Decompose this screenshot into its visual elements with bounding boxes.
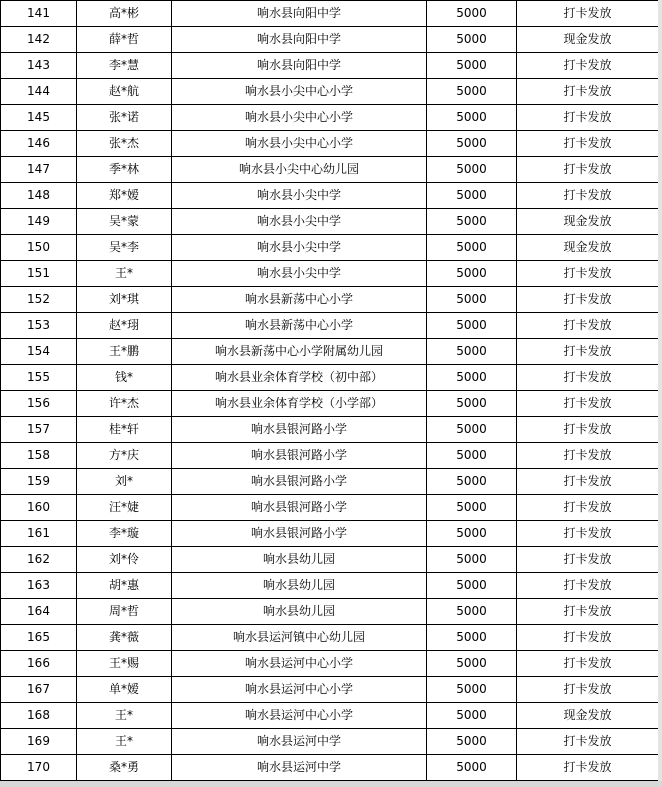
table-row <box>1 183 659 209</box>
table-row <box>1 313 659 339</box>
payment-method-cell: 打卡发放 <box>517 547 659 573</box>
payment-method-cell: 打卡发放 <box>517 287 659 313</box>
amount-cell: 5000 <box>427 573 517 599</box>
amount-cell: 5000 <box>427 729 517 755</box>
payment-method-cell: 打卡发放 <box>517 261 659 287</box>
payment-method-cell: 打卡发放 <box>517 651 659 677</box>
payment-method-cell: 打卡发放 <box>517 157 659 183</box>
payment-method-cell: 打卡发放 <box>517 469 659 495</box>
amount-cell: 5000 <box>427 495 517 521</box>
name-cell: 李*璇 <box>77 521 172 547</box>
payment-method-cell: 打卡发放 <box>517 599 659 625</box>
table-row <box>1 729 659 755</box>
amount-cell: 5000 <box>427 105 517 131</box>
row-number-cell: 162 <box>1 547 77 573</box>
amount-cell: 5000 <box>427 131 517 157</box>
school-cell: 响水县小尖中学 <box>172 235 427 261</box>
row-number-cell: 168 <box>1 703 77 729</box>
school-cell: 响水县银河路小学 <box>172 469 427 495</box>
payment-method-cell: 打卡发放 <box>517 339 659 365</box>
row-number-cell: 145 <box>1 105 77 131</box>
school-cell: 响水县小尖中学 <box>172 261 427 287</box>
bottom-edge <box>0 781 662 787</box>
amount-cell: 5000 <box>427 599 517 625</box>
payment-method-cell: 现金发放 <box>517 27 659 53</box>
payment-method-cell: 打卡发放 <box>517 183 659 209</box>
name-cell: 周*哲 <box>77 599 172 625</box>
name-cell: 高*彬 <box>77 1 172 27</box>
row-number-cell: 152 <box>1 287 77 313</box>
table-row <box>1 599 659 625</box>
payment-method-cell: 打卡发放 <box>517 365 659 391</box>
school-cell: 响水县银河路小学 <box>172 443 427 469</box>
row-number-cell: 143 <box>1 53 77 79</box>
school-cell: 响水县小尖中心小学 <box>172 105 427 131</box>
payment-method-cell: 打卡发放 <box>517 1 659 27</box>
school-cell: 响水县向阳中学 <box>172 1 427 27</box>
table-row <box>1 495 659 521</box>
name-cell: 张*诺 <box>77 105 172 131</box>
amount-cell: 5000 <box>427 677 517 703</box>
table-row <box>1 27 659 53</box>
school-cell: 响水县幼儿园 <box>172 599 427 625</box>
scrollbar-edge <box>658 0 662 787</box>
payment-method-cell: 打卡发放 <box>517 417 659 443</box>
amount-cell: 5000 <box>427 651 517 677</box>
row-number-cell: 155 <box>1 365 77 391</box>
name-cell: 刘* <box>77 469 172 495</box>
row-number-cell: 158 <box>1 443 77 469</box>
name-cell: 方*庆 <box>77 443 172 469</box>
amount-cell: 5000 <box>427 27 517 53</box>
school-cell: 响水县业余体育学校（初中部） <box>172 365 427 391</box>
amount-cell: 5000 <box>427 547 517 573</box>
school-cell: 响水县银河路小学 <box>172 521 427 547</box>
school-cell: 响水县新荡中心小学 <box>172 287 427 313</box>
name-cell: 龚*薇 <box>77 625 172 651</box>
row-number-cell: 166 <box>1 651 77 677</box>
school-cell: 响水县运河中学 <box>172 755 427 781</box>
payment-method-cell: 打卡发放 <box>517 625 659 651</box>
name-cell: 吴*李 <box>77 235 172 261</box>
table-row <box>1 677 659 703</box>
table-row <box>1 131 659 157</box>
amount-cell: 5000 <box>427 1 517 27</box>
school-cell: 响水县运河中学 <box>172 729 427 755</box>
school-cell: 响水县小尖中心幼儿园 <box>172 157 427 183</box>
row-number-cell: 167 <box>1 677 77 703</box>
payment-method-cell: 打卡发放 <box>517 677 659 703</box>
table-row <box>1 625 659 651</box>
row-number-cell: 165 <box>1 625 77 651</box>
table-row <box>1 235 659 261</box>
payment-method-cell: 打卡发放 <box>517 755 659 781</box>
row-number-cell: 157 <box>1 417 77 443</box>
name-cell: 王*鹏 <box>77 339 172 365</box>
amount-cell: 5000 <box>427 261 517 287</box>
row-number-cell: 146 <box>1 131 77 157</box>
table-body <box>1 1 659 781</box>
row-number-cell: 142 <box>1 27 77 53</box>
payment-method-cell: 打卡发放 <box>517 495 659 521</box>
amount-cell: 5000 <box>427 391 517 417</box>
name-cell: 王* <box>77 261 172 287</box>
name-cell: 李*慧 <box>77 53 172 79</box>
school-cell: 响水县银河路小学 <box>172 495 427 521</box>
name-cell: 许*杰 <box>77 391 172 417</box>
amount-cell: 5000 <box>427 755 517 781</box>
table-row <box>1 573 659 599</box>
row-number-cell: 159 <box>1 469 77 495</box>
school-cell: 响水县小尖中学 <box>172 183 427 209</box>
row-number-cell: 154 <box>1 339 77 365</box>
name-cell: 刘*琪 <box>77 287 172 313</box>
row-number-cell: 144 <box>1 79 77 105</box>
payment-method-cell: 打卡发放 <box>517 391 659 417</box>
school-cell: 响水县幼儿园 <box>172 547 427 573</box>
school-cell: 响水县新荡中心小学附属幼儿园 <box>172 339 427 365</box>
table-row <box>1 547 659 573</box>
row-number-cell: 156 <box>1 391 77 417</box>
name-cell: 汪*婕 <box>77 495 172 521</box>
name-cell: 单*嫒 <box>77 677 172 703</box>
table-row <box>1 651 659 677</box>
payment-method-cell: 打卡发放 <box>517 313 659 339</box>
amount-cell: 5000 <box>427 79 517 105</box>
name-cell: 郑*嫒 <box>77 183 172 209</box>
payment-method-cell: 现金发放 <box>517 235 659 261</box>
row-number-cell: 169 <box>1 729 77 755</box>
table-row <box>1 287 659 313</box>
school-cell: 响水县小尖中学 <box>172 209 427 235</box>
payment-method-cell: 打卡发放 <box>517 131 659 157</box>
amount-cell: 5000 <box>427 235 517 261</box>
school-cell: 响水县向阳中学 <box>172 53 427 79</box>
payment-method-cell: 打卡发放 <box>517 79 659 105</box>
table-row <box>1 1 659 27</box>
table-row <box>1 339 659 365</box>
school-cell: 响水县业余体育学校（小学部） <box>172 391 427 417</box>
payment-method-cell: 打卡发放 <box>517 521 659 547</box>
school-cell: 响水县运河中心小学 <box>172 677 427 703</box>
row-number-cell: 149 <box>1 209 77 235</box>
amount-cell: 5000 <box>427 365 517 391</box>
row-number-cell: 141 <box>1 1 77 27</box>
name-cell: 吴*蒙 <box>77 209 172 235</box>
row-number-cell: 161 <box>1 521 77 547</box>
school-cell: 响水县运河镇中心幼儿园 <box>172 625 427 651</box>
school-cell: 响水县幼儿园 <box>172 573 427 599</box>
payment-method-cell: 打卡发放 <box>517 443 659 469</box>
name-cell: 王*赐 <box>77 651 172 677</box>
payment-method-cell: 打卡发放 <box>517 573 659 599</box>
table-row <box>1 417 659 443</box>
school-cell: 响水县新荡中心小学 <box>172 313 427 339</box>
payment-method-cell: 打卡发放 <box>517 105 659 131</box>
row-number-cell: 147 <box>1 157 77 183</box>
table-row <box>1 391 659 417</box>
name-cell: 王* <box>77 703 172 729</box>
table-row <box>1 79 659 105</box>
row-number-cell: 151 <box>1 261 77 287</box>
row-number-cell: 148 <box>1 183 77 209</box>
amount-cell: 5000 <box>427 625 517 651</box>
name-cell: 刘*伶 <box>77 547 172 573</box>
name-cell: 季*林 <box>77 157 172 183</box>
amount-cell: 5000 <box>427 417 517 443</box>
name-cell: 张*杰 <box>77 131 172 157</box>
row-number-cell: 164 <box>1 599 77 625</box>
table-row <box>1 53 659 79</box>
amount-cell: 5000 <box>427 287 517 313</box>
table-row <box>1 521 659 547</box>
amount-cell: 5000 <box>427 313 517 339</box>
row-number-cell: 160 <box>1 495 77 521</box>
school-cell: 响水县运河中心小学 <box>172 651 427 677</box>
name-cell: 钱* <box>77 365 172 391</box>
table-row <box>1 157 659 183</box>
table-row <box>1 755 659 781</box>
school-cell: 响水县运河中心小学 <box>172 703 427 729</box>
amount-cell: 5000 <box>427 209 517 235</box>
row-number-cell: 170 <box>1 755 77 781</box>
name-cell: 桂*轩 <box>77 417 172 443</box>
amount-cell: 5000 <box>427 469 517 495</box>
table-row <box>1 703 659 729</box>
payment-method-cell: 打卡发放 <box>517 53 659 79</box>
amount-cell: 5000 <box>427 443 517 469</box>
row-number-cell: 163 <box>1 573 77 599</box>
table-row <box>1 261 659 287</box>
school-cell: 响水县向阳中学 <box>172 27 427 53</box>
payment-method-cell: 现金发放 <box>517 703 659 729</box>
payment-method-cell: 现金发放 <box>517 209 659 235</box>
school-cell: 响水县银河路小学 <box>172 417 427 443</box>
school-cell: 响水县小尖中心小学 <box>172 131 427 157</box>
amount-cell: 5000 <box>427 339 517 365</box>
row-number-cell: 153 <box>1 313 77 339</box>
school-cell: 响水县小尖中心小学 <box>172 79 427 105</box>
row-number-cell: 150 <box>1 235 77 261</box>
amount-cell: 5000 <box>427 157 517 183</box>
amount-cell: 5000 <box>427 183 517 209</box>
name-cell: 赵*珝 <box>77 313 172 339</box>
name-cell: 赵*航 <box>77 79 172 105</box>
name-cell: 桑*勇 <box>77 755 172 781</box>
amount-cell: 5000 <box>427 703 517 729</box>
name-cell: 王* <box>77 729 172 755</box>
payment-method-cell: 打卡发放 <box>517 729 659 755</box>
table-row <box>1 365 659 391</box>
table-row <box>1 209 659 235</box>
table-row <box>1 443 659 469</box>
name-cell: 薛*哲 <box>77 27 172 53</box>
table-row <box>1 469 659 495</box>
amount-cell: 5000 <box>427 521 517 547</box>
table-row <box>1 105 659 131</box>
name-cell: 胡*惠 <box>77 573 172 599</box>
amount-cell: 5000 <box>427 53 517 79</box>
